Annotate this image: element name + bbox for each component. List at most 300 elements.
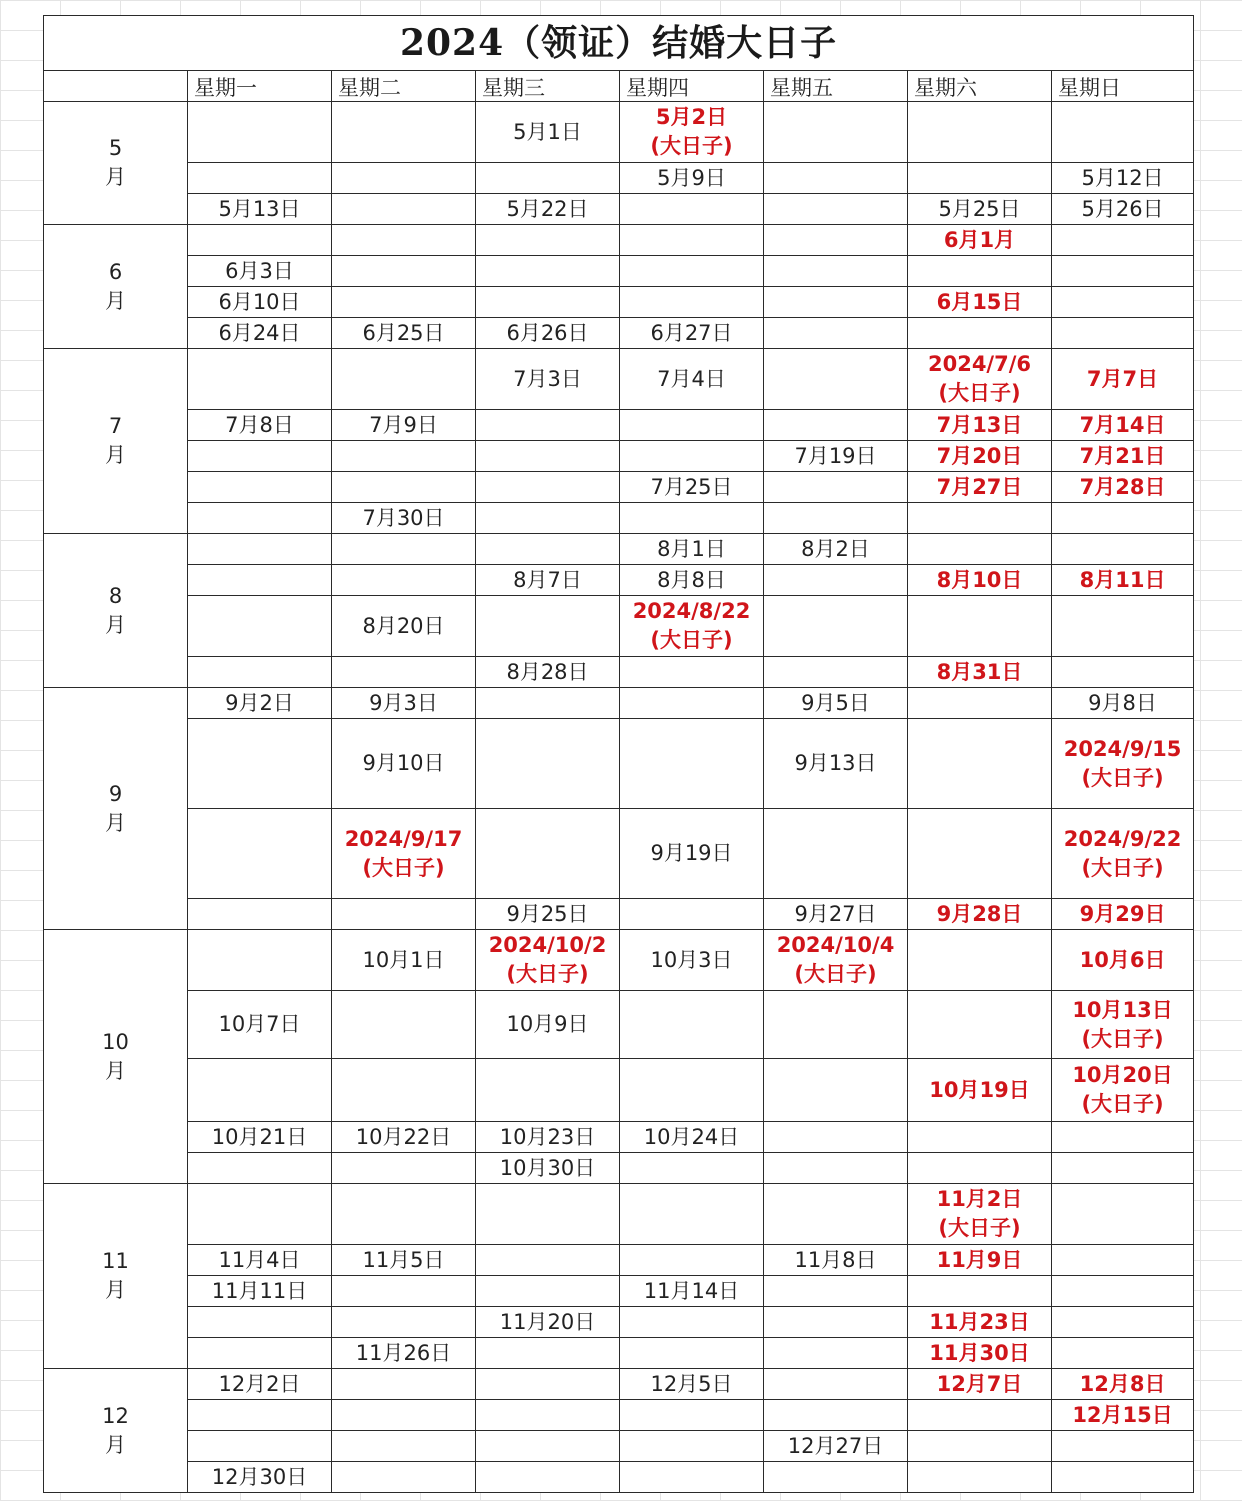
date-cell-wed (476, 256, 620, 287)
date-cell-wed (476, 1245, 620, 1276)
date-label: 8月2日 (801, 536, 870, 561)
date-cell-mon (188, 163, 332, 194)
big-day-tag: (大日子) (362, 855, 445, 880)
date-cell-sat (908, 102, 1052, 163)
weekday-monday: 星期一 (188, 71, 332, 102)
date-cell-tue (332, 657, 476, 688)
auspicious-date-label: 2024/10/2 (488, 933, 607, 957)
date-cell-sat (908, 657, 1052, 688)
date-cell-fri (764, 287, 908, 318)
date-cell-mon (188, 287, 332, 318)
table-row (44, 287, 1194, 318)
date-cell-sun (1052, 534, 1194, 565)
auspicious-date-label: 9月28日 (936, 901, 1023, 926)
date-cell-tue (332, 534, 476, 565)
date-cell-sat (908, 1307, 1052, 1338)
date-cell-wed (476, 930, 620, 991)
date-cell-wed (476, 1059, 620, 1122)
date-cell-fri (764, 1369, 908, 1400)
date-label: 7月30日 (362, 505, 445, 530)
date-cell-sat (908, 1122, 1052, 1153)
date-cell-thu (620, 349, 764, 410)
table-row (44, 318, 1194, 349)
auspicious-date-label: 7月14日 (1079, 412, 1166, 437)
table-row (44, 1431, 1194, 1462)
date-cell-mon (188, 1338, 332, 1369)
date-cell-mon (188, 1400, 332, 1431)
date-cell-wed (476, 1122, 620, 1153)
date-cell-wed (476, 899, 620, 930)
big-day-tag: (大日子) (1081, 1026, 1164, 1051)
date-cell-sat (908, 318, 1052, 349)
month-unit: 月 (105, 165, 126, 189)
date-cell-sat (908, 472, 1052, 503)
date-label: 8月7日 (513, 567, 582, 592)
date-cell-sat (908, 930, 1052, 991)
date-cell-wed (476, 503, 620, 534)
date-cell-thu (620, 899, 764, 930)
date-cell-sat (908, 1153, 1052, 1184)
big-day-tag: (大日子) (650, 628, 733, 652)
auspicious-date-label: 7月28日 (1079, 474, 1166, 499)
big-day-tag: (大日子) (938, 1216, 1021, 1240)
date-cell-tue (332, 1122, 476, 1153)
date-label: 9月8日 (1088, 690, 1157, 715)
date-cell-wed (476, 1307, 620, 1338)
date-cell-mon (188, 472, 332, 503)
date-cell-fri (764, 565, 908, 596)
header-corner-cell (44, 71, 188, 102)
date-cell-sun (1052, 1059, 1194, 1122)
date-cell-mon (188, 1431, 332, 1462)
date-label: 11月4日 (218, 1247, 301, 1272)
date-label: 8月20日 (362, 613, 445, 638)
date-cell-mon (188, 256, 332, 287)
date-label: 12月27日 (787, 1433, 884, 1458)
date-cell-tue (332, 163, 476, 194)
date-cell-tue (332, 318, 476, 349)
date-cell-sun (1052, 596, 1194, 657)
weekday-saturday: 星期六 (908, 71, 1052, 102)
auspicious-date-label: 2024/9/22 (1063, 826, 1182, 851)
date-label: 9月27日 (794, 901, 877, 926)
month-number: 7 (108, 414, 123, 438)
date-cell-fri (764, 472, 908, 503)
auspicious-date-label: 2024/10/4 (776, 933, 895, 957)
table-row (44, 930, 1194, 991)
date-cell-sun (1052, 256, 1194, 287)
date-label: 10月24日 (643, 1124, 740, 1149)
date-cell-fri (764, 1338, 908, 1369)
date-cell-mon (188, 441, 332, 472)
date-label: 11月14日 (643, 1278, 740, 1303)
auspicious-date-label: 6月15日 (936, 289, 1023, 314)
date-label: 11月26日 (355, 1340, 452, 1365)
date-cell-mon (188, 318, 332, 349)
date-cell-thu (620, 688, 764, 719)
date-label: 8月8日 (657, 567, 726, 592)
weekday-header-row (44, 71, 1194, 102)
auspicious-date-label: 8月10日 (936, 567, 1023, 592)
date-cell-fri (764, 194, 908, 225)
date-label: 5月13日 (218, 196, 301, 221)
big-day-tag: (大日子) (1081, 855, 1164, 880)
date-cell-tue (332, 899, 476, 930)
table-body (44, 16, 1194, 1493)
date-cell-wed (476, 163, 620, 194)
date-cell-tue (332, 1059, 476, 1122)
date-cell-wed (476, 657, 620, 688)
date-cell-fri (764, 991, 908, 1059)
date-cell-tue (332, 930, 476, 991)
date-cell-sat (908, 991, 1052, 1059)
date-cell-wed (476, 1400, 620, 1431)
page-title: 2024（领证）结婚大日子 (44, 16, 1194, 71)
date-cell-wed (476, 1184, 620, 1245)
date-cell-tue (332, 596, 476, 657)
date-cell-sun (1052, 472, 1194, 503)
month-label-cell (44, 102, 188, 225)
table-row (44, 809, 1194, 899)
date-label: 10月23日 (499, 1124, 596, 1149)
date-label: 6月25日 (362, 320, 445, 345)
date-cell-thu (620, 410, 764, 441)
table-row (44, 1307, 1194, 1338)
date-cell-sun (1052, 899, 1194, 930)
date-cell-sat (908, 349, 1052, 410)
date-cell-fri (764, 899, 908, 930)
date-cell-fri (764, 349, 908, 410)
auspicious-date-label: 7月20日 (936, 443, 1023, 468)
date-cell-wed (476, 991, 620, 1059)
date-label: 6月27日 (650, 320, 733, 345)
date-cell-thu (620, 565, 764, 596)
auspicious-date-label: 12月7日 (936, 1371, 1023, 1396)
date-cell-sun (1052, 1153, 1194, 1184)
date-cell-fri (764, 1245, 908, 1276)
month-label-cell (44, 930, 188, 1184)
date-cell-sat (908, 225, 1052, 256)
date-cell-sun (1052, 102, 1194, 163)
date-cell-tue (332, 194, 476, 225)
date-label: 8月28日 (506, 659, 589, 684)
table-row (44, 102, 1194, 163)
date-cell-fri (764, 1462, 908, 1493)
auspicious-date-label: 5月2日 (655, 105, 728, 129)
date-label: 7月8日 (225, 412, 294, 437)
date-cell-thu (620, 1307, 764, 1338)
date-label: 10月21日 (211, 1124, 308, 1149)
date-cell-mon (188, 1462, 332, 1493)
date-cell-sat (908, 534, 1052, 565)
date-cell-thu (620, 163, 764, 194)
date-cell-mon (188, 991, 332, 1059)
big-day-tag: (大日子) (1081, 1092, 1164, 1116)
date-cell-sat (908, 899, 1052, 930)
table-row (44, 1276, 1194, 1307)
date-label: 9月25日 (506, 901, 589, 926)
table-row (44, 1122, 1194, 1153)
date-cell-sun (1052, 809, 1194, 899)
date-cell-sun (1052, 318, 1194, 349)
date-cell-thu (620, 503, 764, 534)
date-cell-sun (1052, 410, 1194, 441)
date-cell-thu (620, 287, 764, 318)
date-cell-tue (332, 1369, 476, 1400)
date-cell-mon (188, 688, 332, 719)
date-cell-thu (620, 719, 764, 809)
date-cell-thu (620, 1184, 764, 1245)
date-cell-tue (332, 1276, 476, 1307)
month-label-cell (44, 349, 188, 534)
table-row (44, 1153, 1194, 1184)
date-cell-fri (764, 930, 908, 991)
wedding-dates-table (43, 15, 1194, 1493)
big-day-tag: (大日子) (650, 134, 733, 158)
date-cell-wed (476, 194, 620, 225)
date-cell-fri (764, 102, 908, 163)
date-cell-sat (908, 1369, 1052, 1400)
weekday-tuesday: 星期二 (332, 71, 476, 102)
date-cell-sat (908, 287, 1052, 318)
date-cell-fri (764, 596, 908, 657)
date-cell-wed (476, 287, 620, 318)
month-label-cell (44, 1369, 188, 1493)
date-cell-mon (188, 349, 332, 410)
date-cell-mon (188, 1369, 332, 1400)
date-label: 10月9日 (506, 1012, 589, 1036)
date-label: 7月4日 (657, 366, 726, 391)
date-cell-wed (476, 349, 620, 410)
month-number: 9 (108, 781, 123, 806)
month-unit: 月 (105, 810, 126, 835)
date-cell-fri (764, 1307, 908, 1338)
date-cell-thu (620, 441, 764, 472)
date-cell-wed (476, 1369, 620, 1400)
month-label-cell (44, 225, 188, 349)
date-label: 11月11日 (211, 1278, 308, 1303)
table-row (44, 410, 1194, 441)
big-day-tag: (大日子) (1081, 765, 1164, 790)
date-cell-mon (188, 534, 332, 565)
date-cell-sat (908, 809, 1052, 899)
date-cell-tue (332, 688, 476, 719)
table-row (44, 565, 1194, 596)
auspicious-date-label: 11月23日 (929, 1309, 1030, 1334)
date-cell-tue (332, 1400, 476, 1431)
table-row (44, 1059, 1194, 1122)
date-cell-tue (332, 809, 476, 899)
date-cell-wed (476, 596, 620, 657)
date-cell-sun (1052, 349, 1194, 410)
date-cell-thu (620, 657, 764, 688)
date-cell-tue (332, 1153, 476, 1184)
auspicious-date-label: 10月13日 (1072, 997, 1173, 1022)
date-cell-thu (620, 991, 764, 1059)
date-cell-sun (1052, 719, 1194, 809)
table-row (44, 1338, 1194, 1369)
month-label-cell (44, 1184, 188, 1369)
date-cell-sat (908, 441, 1052, 472)
table-row (44, 719, 1194, 809)
date-cell-wed (476, 318, 620, 349)
date-cell-sat (908, 1462, 1052, 1493)
date-label: 6月10日 (218, 289, 301, 314)
title-row (44, 16, 1194, 71)
auspicious-date-label: 11月30日 (929, 1340, 1030, 1365)
date-cell-fri (764, 1276, 908, 1307)
date-cell-wed (476, 441, 620, 472)
date-cell-thu (620, 102, 764, 163)
month-unit: 月 (105, 1058, 126, 1083)
date-cell-sun (1052, 657, 1194, 688)
date-cell-thu (620, 318, 764, 349)
date-cell-mon (188, 1122, 332, 1153)
table-row (44, 899, 1194, 930)
auspicious-date-label: 10月19日 (929, 1077, 1030, 1102)
date-cell-wed (476, 1431, 620, 1462)
date-cell-mon (188, 1059, 332, 1122)
table-row (44, 472, 1194, 503)
date-cell-wed (476, 719, 620, 809)
date-cell-thu (620, 225, 764, 256)
date-cell-fri (764, 688, 908, 719)
date-cell-sun (1052, 163, 1194, 194)
table-row (44, 1245, 1194, 1276)
date-cell-thu (620, 472, 764, 503)
date-cell-sun (1052, 688, 1194, 719)
date-cell-fri (764, 719, 908, 809)
table-row (44, 1462, 1194, 1493)
date-label: 10月7日 (218, 1012, 301, 1036)
date-cell-thu (620, 534, 764, 565)
date-label: 9月19日 (650, 841, 733, 865)
date-cell-sun (1052, 991, 1194, 1059)
date-cell-sun (1052, 1369, 1194, 1400)
month-number: 5 (108, 136, 123, 160)
date-cell-wed (476, 472, 620, 503)
date-label: 12月30日 (211, 1464, 308, 1489)
month-number: 10 (102, 1029, 129, 1054)
table-row (44, 1369, 1194, 1400)
date-cell-sun (1052, 1245, 1194, 1276)
month-unit: 月 (105, 612, 126, 637)
table-row (44, 991, 1194, 1059)
date-cell-fri (764, 225, 908, 256)
date-cell-sun (1052, 930, 1194, 991)
date-cell-tue (332, 410, 476, 441)
date-label: 8月1日 (657, 536, 726, 561)
date-cell-fri (764, 410, 908, 441)
month-unit: 月 (105, 288, 126, 313)
auspicious-date-label: 11月2日 (936, 1187, 1023, 1211)
date-label: 7月19日 (794, 443, 877, 468)
date-cell-sun (1052, 287, 1194, 318)
date-cell-sat (908, 256, 1052, 287)
date-cell-wed (476, 1462, 620, 1493)
table-row (44, 441, 1194, 472)
date-cell-sat (908, 596, 1052, 657)
date-cell-thu (620, 1369, 764, 1400)
date-cell-fri (764, 163, 908, 194)
date-cell-wed (476, 809, 620, 899)
date-cell-wed (476, 102, 620, 163)
date-label: 9月5日 (801, 690, 870, 715)
date-cell-thu (620, 930, 764, 991)
date-cell-mon (188, 503, 332, 534)
date-cell-sat (908, 688, 1052, 719)
date-cell-tue (332, 991, 476, 1059)
date-cell-mon (188, 899, 332, 930)
auspicious-date-label: 8月11日 (1079, 567, 1166, 592)
date-cell-tue (332, 225, 476, 256)
date-cell-tue (332, 256, 476, 287)
date-label: 9月13日 (794, 751, 877, 775)
date-cell-tue (332, 349, 476, 410)
date-label: 6月3日 (225, 258, 294, 283)
date-cell-sat (908, 503, 1052, 534)
date-cell-sun (1052, 1276, 1194, 1307)
date-cell-mon (188, 1307, 332, 1338)
auspicious-date-label: 2024/7/6 (927, 352, 1031, 376)
date-cell-tue (332, 1184, 476, 1245)
table-row (44, 194, 1194, 225)
date-label: 11月8日 (794, 1247, 877, 1272)
date-cell-tue (332, 565, 476, 596)
auspicious-date-label: 7月21日 (1079, 443, 1166, 468)
auspicious-date-label: 2024/9/15 (1063, 736, 1182, 761)
date-cell-sun (1052, 1431, 1194, 1462)
date-cell-tue (332, 472, 476, 503)
weekday-friday: 星期五 (764, 71, 908, 102)
weekday-sunday: 星期日 (1052, 71, 1194, 102)
date-cell-fri (764, 441, 908, 472)
date-cell-tue (332, 102, 476, 163)
date-cell-wed (476, 225, 620, 256)
date-label: 9月10日 (362, 751, 445, 775)
month-unit: 月 (105, 443, 126, 467)
date-cell-mon (188, 102, 332, 163)
date-cell-sat (908, 1338, 1052, 1369)
date-cell-fri (764, 1153, 908, 1184)
date-cell-fri (764, 256, 908, 287)
auspicious-date-label: 7月27日 (936, 474, 1023, 499)
auspicious-date-label: 7月13日 (936, 412, 1023, 437)
date-label: 12月2日 (218, 1371, 301, 1396)
weekday-wednesday: 星期三 (476, 71, 620, 102)
date-cell-sat (908, 565, 1052, 596)
date-cell-fri (764, 1431, 908, 1462)
date-cell-thu (620, 1431, 764, 1462)
date-label: 10月30日 (499, 1155, 596, 1180)
date-cell-fri (764, 657, 908, 688)
weekday-thursday: 星期四 (620, 71, 764, 102)
date-cell-wed (476, 534, 620, 565)
date-cell-mon (188, 194, 332, 225)
date-label: 11月20日 (499, 1309, 596, 1334)
date-label: 5月26日 (1081, 196, 1164, 221)
auspicious-date-label: 11月9日 (936, 1247, 1023, 1272)
date-label: 10月3日 (650, 947, 733, 972)
table-row (44, 256, 1194, 287)
date-cell-thu (620, 1400, 764, 1431)
date-cell-sun (1052, 1307, 1194, 1338)
date-cell-sun (1052, 194, 1194, 225)
date-cell-thu (620, 194, 764, 225)
auspicious-date-label: 12月15日 (1072, 1402, 1173, 1427)
date-label: 5月12日 (1081, 165, 1164, 190)
date-cell-mon (188, 809, 332, 899)
